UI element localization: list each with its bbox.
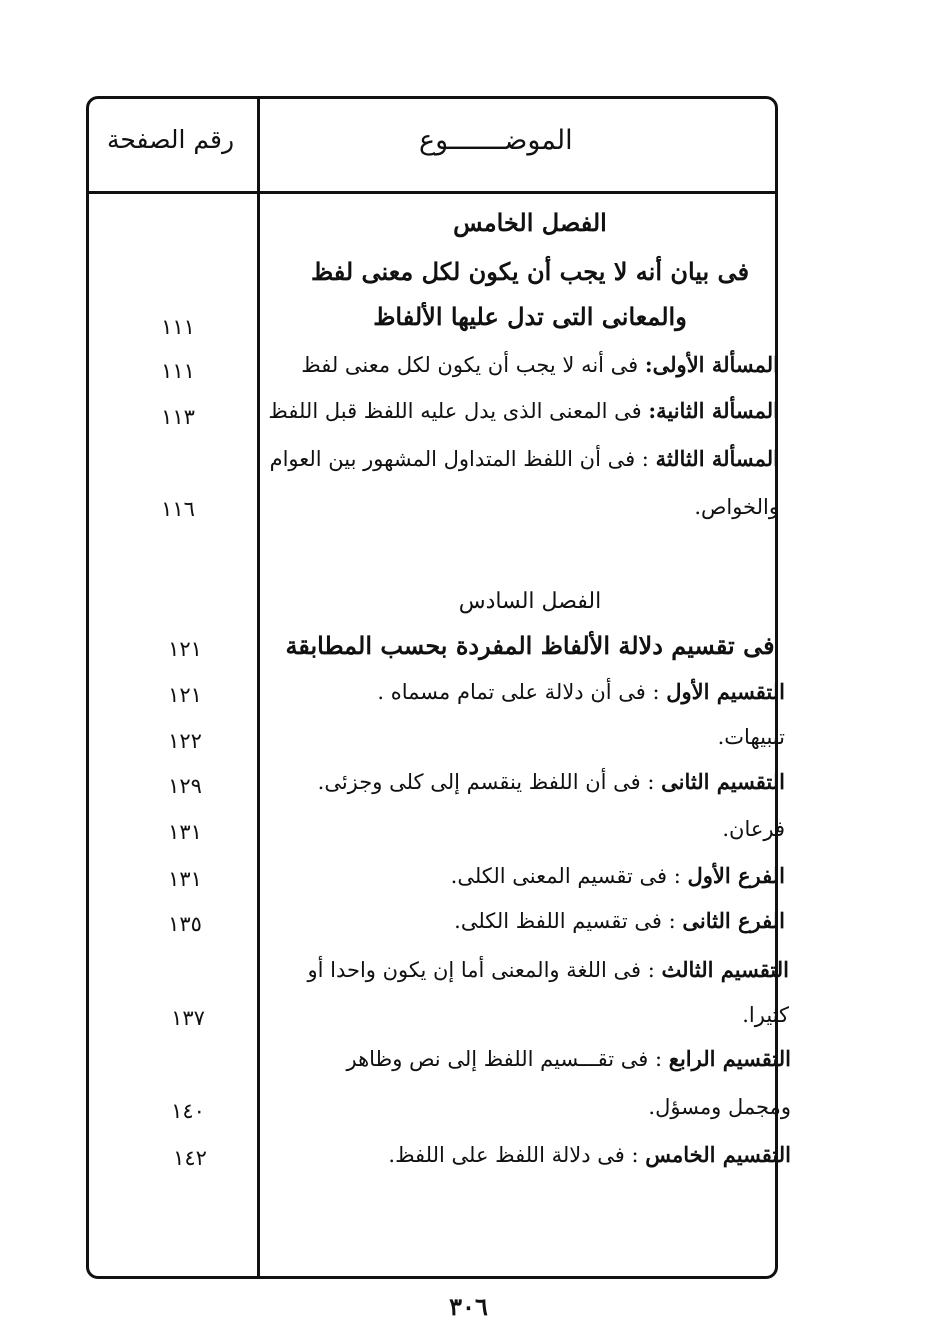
toc-entry: المسألة الأولى: فى أنه لا يجب أن يكون لكل معنى لفظ [301, 352, 779, 377]
toc-entry: التقسيم الأول : فى أن دلالة على تمام مسماه . [377, 679, 785, 704]
toc-entry: فرعان. [722, 817, 785, 841]
page-ref: ١٣١ [168, 867, 202, 891]
page-ref: ١٤٠ [171, 1099, 205, 1123]
toc-entry: كثيرا. [742, 1003, 789, 1027]
toc-entry: ومجمل ومسؤل. [648, 1095, 791, 1119]
toc-entry: تنبيهات. [717, 725, 785, 749]
header-topic: الموضـــــــوع [419, 125, 573, 156]
page-ref: ١٢٢ [168, 729, 202, 753]
toc-entry: الفرع الأول : فى تقسيم المعنى الكلى. [450, 863, 785, 888]
toc-entry: التقسيم الخامس : فى دلالة اللفظ على اللفظ. [388, 1142, 791, 1167]
page-ref: ١١١ [161, 359, 195, 383]
chapter-subtitle: فى بيان أنه لا يجب أن يكون لكل معنى لفظ [310, 257, 750, 286]
header-page-number: رقم الصفحة [107, 125, 235, 154]
page-ref: ١٣٥ [168, 912, 202, 936]
page-ref: ١٤٢ [173, 1146, 207, 1170]
page-ref: ١٣٧ [171, 1006, 205, 1030]
page-ref: ١١١ [161, 315, 195, 339]
column-divider [257, 99, 260, 1276]
chapter-subtitle: والمعانى التى تدل عليها الألفاظ [373, 302, 687, 331]
page-ref: ١١٦ [161, 497, 195, 521]
chapter-subtitle: فى تقسيم دلالة الألفاظ المفردة بحسب المطابقة [285, 631, 775, 660]
page-number: ٣٠٦ [449, 1292, 488, 1321]
page-ref: ١٢٩ [168, 774, 202, 798]
toc-entry: التقسيم الثانى : فى أن اللفظ ينقسم إلى كلى وجزئى. [317, 769, 785, 794]
toc-entry: الفرع الثانى : فى تقسيم اللفظ الكلى. [454, 908, 785, 933]
toc-entry: التقسيم الرابع : فى تقـــسيم اللفظ إلى نص وظاهر [346, 1046, 791, 1071]
chapter-title: الفصل السادس [458, 589, 602, 614]
toc-entry: التقسيم الثالث : فى اللغة والمعنى أما إن يكون واحدا أو [307, 957, 789, 982]
page-ref: ١٢١ [168, 637, 202, 661]
toc-entry: المسألة الثالثة : فى أن اللفظ المتداول المشهور بين العوام [269, 446, 779, 471]
page-ref: ١٢١ [168, 683, 202, 707]
header-rule [89, 191, 775, 194]
page-ref: ١٣١ [168, 820, 202, 844]
page-ref: ١١٣ [161, 405, 195, 429]
toc-entry: المسألة الثانية: فى المعنى الذى يدل عليه اللفظ قبل اللفظ [268, 398, 779, 423]
toc-entry: والخواص. [694, 495, 779, 519]
chapter-title: الفصل الخامس [453, 208, 607, 237]
